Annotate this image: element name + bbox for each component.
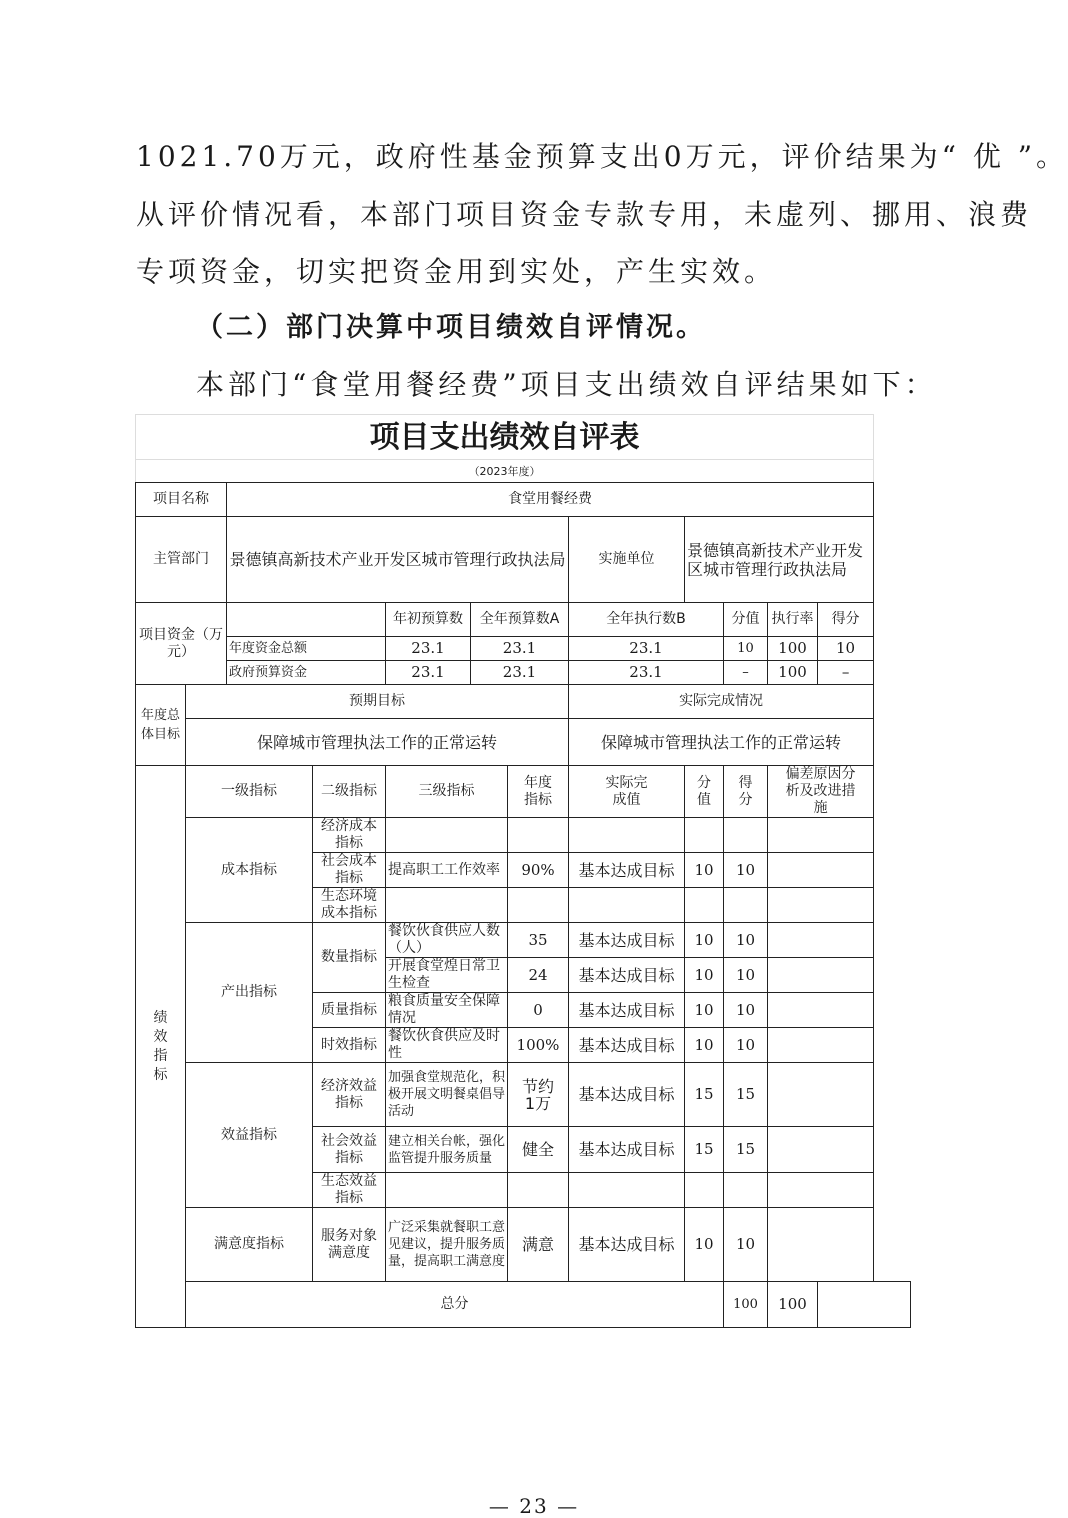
perf-header-target: 年度指标 bbox=[508, 766, 569, 818]
score: 15 bbox=[724, 1063, 768, 1127]
actual: 基本达成目标 bbox=[569, 1028, 685, 1063]
l2: 服务对象满意度 bbox=[313, 1208, 386, 1282]
target: 健全 bbox=[508, 1127, 569, 1173]
actual: 基本达成目标 bbox=[569, 853, 685, 888]
l2: 经济效益指标 bbox=[313, 1063, 386, 1127]
project-name-label: 项目名称 bbox=[136, 483, 227, 517]
actual-goal: 保障城市管理执法工作的正常运转 bbox=[569, 719, 874, 766]
l2: 社会效益指标 bbox=[313, 1127, 386, 1173]
funds-row-label: 政府预算资金 bbox=[227, 661, 386, 685]
funds-header-init: 年初预算数 bbox=[386, 603, 471, 637]
total-score: 100 bbox=[768, 1282, 818, 1328]
actual: 基本达成目标 bbox=[569, 923, 685, 958]
self-evaluation-table bbox=[135, 414, 911, 1328]
expected-label: 预期目标 bbox=[186, 685, 569, 719]
value: 10 bbox=[685, 923, 724, 958]
expected-goal: 保障城市管理执法工作的正常运转 bbox=[186, 719, 569, 766]
actual: 基本达成目标 bbox=[569, 958, 685, 993]
perf-label: 绩效指标 bbox=[136, 766, 186, 1328]
funds-gov-row bbox=[136, 661, 911, 685]
funds-annual: 23.1 bbox=[471, 661, 569, 685]
funds-score: – bbox=[818, 661, 874, 685]
benefit-row bbox=[136, 1063, 911, 1127]
score: 10 bbox=[724, 1028, 768, 1063]
year-row bbox=[136, 460, 911, 483]
target: 24 bbox=[508, 958, 569, 993]
goal-label: 年度总体目标 bbox=[136, 685, 186, 766]
perf-header-l2: 二级指标 bbox=[313, 766, 386, 818]
target: 满意 bbox=[508, 1208, 569, 1282]
l3: 提高职工工作效率 bbox=[386, 853, 508, 888]
value: 15 bbox=[685, 1063, 724, 1127]
value: 10 bbox=[685, 1028, 724, 1063]
impl-value: 景德镇高新技术产业开发区城市管理行政执法局 bbox=[685, 517, 874, 603]
total-label: 总分 bbox=[186, 1282, 724, 1328]
cost-label: 成本指标 bbox=[186, 818, 313, 923]
project-name-row bbox=[136, 483, 911, 517]
paragraph-intro: 本部门“食堂用餐经费”项目支出绩效自评结果如下： bbox=[196, 368, 937, 401]
goal-row bbox=[136, 719, 911, 766]
score: 10 bbox=[724, 993, 768, 1028]
funds-header-annual: 全年预算数A bbox=[471, 603, 569, 637]
l2: 生态效益指标 bbox=[313, 1173, 386, 1208]
l3: 广泛采集就餐职工意见建议，提升服务质量，提高职工满意度 bbox=[386, 1208, 508, 1282]
perf-header-l3: 三级指标 bbox=[386, 766, 508, 818]
quantity-label: 数量指标 bbox=[313, 923, 386, 993]
l2: 时效指标 bbox=[313, 1028, 386, 1063]
satisfaction-row bbox=[136, 1208, 911, 1282]
funds-total-row bbox=[136, 637, 911, 661]
funds-header-exec: 全年执行数B bbox=[569, 603, 724, 637]
department-row bbox=[136, 517, 911, 603]
target: 35 bbox=[508, 923, 569, 958]
value: 10 bbox=[685, 958, 724, 993]
actual-label: 实际完成情况 bbox=[569, 685, 874, 719]
perf-header-score: 得分 bbox=[724, 766, 768, 818]
perf-header-l1: 一级指标 bbox=[186, 766, 313, 818]
l2: 社会成本指标 bbox=[313, 853, 386, 888]
score: 15 bbox=[724, 1127, 768, 1173]
perf-header-value: 分值 bbox=[685, 766, 724, 818]
l3: 加强食堂规范化，积极开展文明餐桌倡导活动 bbox=[386, 1063, 508, 1127]
project-name: 食堂用餐经费 bbox=[227, 483, 874, 517]
target: 100% bbox=[508, 1028, 569, 1063]
funds-annual: 23.1 bbox=[471, 637, 569, 661]
value: 10 bbox=[685, 993, 724, 1028]
funds-row-label: 年度资金总额 bbox=[227, 637, 386, 661]
funds-init: 23.1 bbox=[386, 637, 471, 661]
target: 节约1万 bbox=[508, 1063, 569, 1127]
perf-header-actual: 实际完成值 bbox=[569, 766, 685, 818]
perf-header-row bbox=[136, 766, 911, 818]
funds-init: 23.1 bbox=[386, 661, 471, 685]
score: 10 bbox=[724, 1208, 768, 1282]
value: 10 bbox=[685, 1208, 724, 1282]
actual: 基本达成目标 bbox=[569, 1063, 685, 1127]
value: 10 bbox=[685, 853, 724, 888]
table-year: （2023年度） bbox=[136, 460, 874, 483]
page-number: — 23 — bbox=[488, 1494, 580, 1518]
funds-header-row bbox=[136, 603, 911, 637]
score: 10 bbox=[724, 853, 768, 888]
dept-label: 主管部门 bbox=[136, 517, 227, 603]
total-value: 100 bbox=[724, 1282, 768, 1328]
benefit-label: 效益指标 bbox=[186, 1063, 313, 1208]
funds-rate: 100 bbox=[768, 661, 818, 685]
target: 0 bbox=[508, 993, 569, 1028]
goal-header-row bbox=[136, 685, 911, 719]
l2: 生态环境成本指标 bbox=[313, 888, 386, 923]
actual: 基本达成目标 bbox=[569, 1127, 685, 1173]
value: 15 bbox=[685, 1127, 724, 1173]
l2: 经济成本指标 bbox=[313, 818, 386, 853]
funds-exec: 23.1 bbox=[569, 661, 724, 685]
funds-exec: 23.1 bbox=[569, 637, 724, 661]
score: 10 bbox=[724, 958, 768, 993]
total-row bbox=[136, 1282, 911, 1328]
funds-header-score-value: 分值 bbox=[724, 603, 768, 637]
satisfaction-label: 满意度指标 bbox=[186, 1208, 313, 1282]
section-heading: （二）部门决算中项目绩效自评情况。 bbox=[196, 312, 706, 343]
table-title: 项目支出绩效自评表 bbox=[136, 415, 874, 460]
actual: 基本达成目标 bbox=[569, 1208, 685, 1282]
funds-score-value: 10 bbox=[724, 637, 768, 661]
funds-score: 10 bbox=[818, 637, 874, 661]
title-row bbox=[136, 415, 911, 460]
impl-label: 实施单位 bbox=[569, 517, 685, 603]
dept-value: 景德镇高新技术产业开发区城市管理行政执法局 bbox=[227, 517, 569, 603]
funds-header-score: 得分 bbox=[818, 603, 874, 637]
actual: 基本达成目标 bbox=[569, 993, 685, 1028]
target: 90% bbox=[508, 853, 569, 888]
funds-rate: 100 bbox=[768, 637, 818, 661]
cost-row bbox=[136, 818, 911, 853]
funds-label: 项目资金（万元） bbox=[136, 603, 227, 685]
l3: 粮食质量安全保障情况 bbox=[386, 993, 508, 1028]
score: 10 bbox=[724, 923, 768, 958]
paragraph-line-3: 专项资金，切实把资金用到实处，产生实效。 bbox=[136, 255, 777, 288]
l2: 质量指标 bbox=[313, 993, 386, 1028]
perf-header-analysis: 偏差原因分析及改进措施 bbox=[768, 766, 874, 818]
l3: 开展食堂煌日常卫生检查 bbox=[386, 958, 508, 993]
paragraph-line-1: 1021.70万元，政府性基金预算支出0万元，评价结果为“ 优 ”。 bbox=[136, 140, 1068, 173]
l3: 建立相关台帐，强化监管提升服务质量 bbox=[386, 1127, 508, 1173]
paragraph-line-2: 从评价情况看，本部门项目资金专款专用，未虚列、挪用、浪费 bbox=[136, 198, 1033, 231]
l3: 餐饮伙食供应人数（人） bbox=[386, 923, 508, 958]
l3: 餐饮伙食供应及时性 bbox=[386, 1028, 508, 1063]
output-row bbox=[136, 923, 911, 958]
output-label: 产出指标 bbox=[186, 923, 313, 1063]
funds-score-value: – bbox=[724, 661, 768, 685]
funds-header-rate: 执行率 bbox=[768, 603, 818, 637]
